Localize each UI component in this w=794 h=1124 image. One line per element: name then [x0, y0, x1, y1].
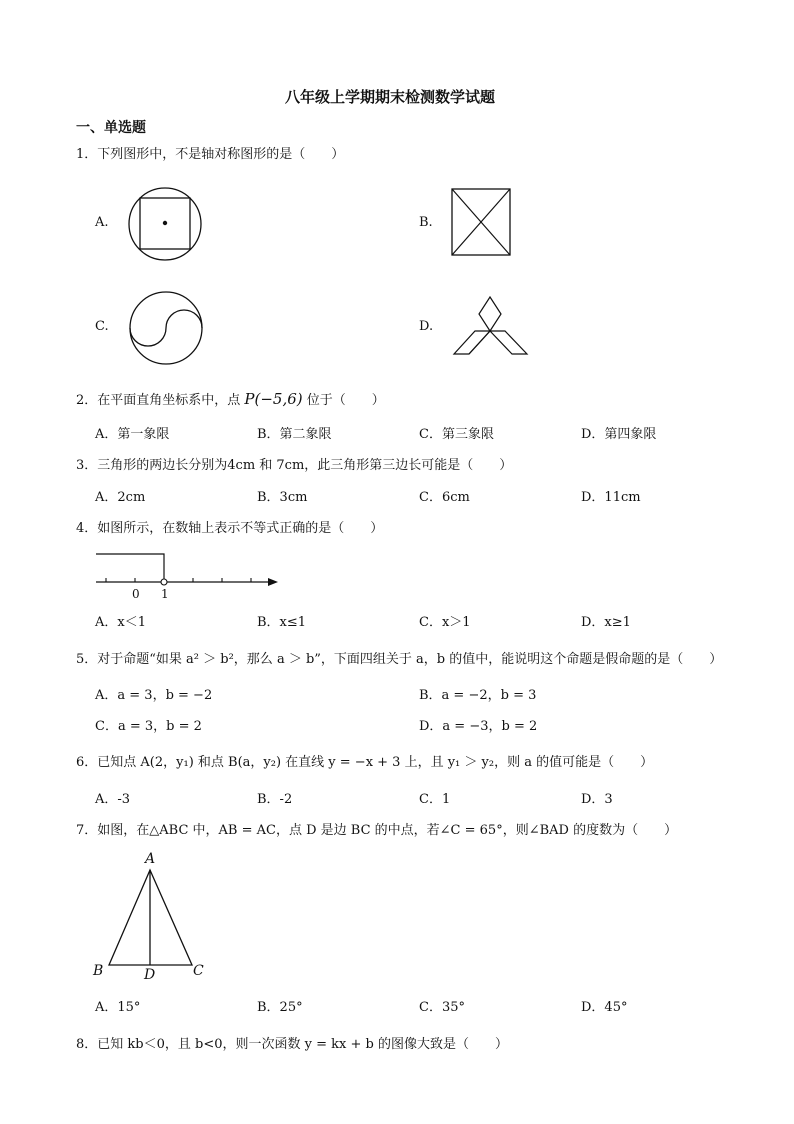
question-2-stem — [76, 392, 385, 407]
q2-stem-pre: 2．在平面直角坐标系中，点 — [76, 393, 241, 408]
q5-option-c: C．a = 3，b = 2 — [95, 719, 202, 734]
q7-vertex-d: D — [144, 967, 156, 983]
q1-figure-a-circle-square — [128, 187, 202, 261]
section-heading: 一、单选题 — [76, 120, 146, 136]
q2-option-b: B．第二象限 — [257, 427, 332, 442]
q7-option-a: A．15° — [95, 1000, 141, 1015]
q4-option-b: B．x≤1 — [257, 615, 307, 630]
q7-triangle-figure — [108, 869, 194, 967]
q4-axis-label-0: 0 — [132, 587, 140, 601]
q7-vertex-c: C — [193, 963, 204, 979]
q1-option-b-label: B. — [419, 215, 433, 230]
q7-option-c: C．35° — [419, 1000, 465, 1015]
q3-option-a: A．2cm — [95, 490, 146, 505]
q1-figure-c-yin-yang-curve — [128, 290, 204, 366]
q1-figure-d-three-rhombi — [453, 296, 531, 358]
q1-option-c-label: C. — [95, 319, 109, 334]
q1-option-a-label: A. — [95, 215, 109, 230]
page-title: 八年级上学期期末检测数学试题 — [285, 88, 496, 106]
q2-option-a: A．第一象限 — [95, 427, 170, 442]
q7-option-b: B．25° — [257, 1000, 303, 1015]
question-3-stem: 3．三角形的两边长分别为4cm 和 7cm，此三角形第三边长可能是（ ） — [76, 458, 513, 473]
q7-vertex-b: B — [93, 963, 104, 979]
q2-option-d: D．第四象限 — [581, 427, 657, 442]
q5-option-d: D．a = −3，b = 2 — [419, 719, 538, 734]
q7-vertex-a: A — [145, 851, 156, 867]
q4-axis-label-1: 1 — [161, 587, 169, 601]
q6-option-c: C．1 — [419, 792, 451, 807]
q3-option-d: D．11cm — [581, 490, 641, 505]
q3-option-b: B．3cm — [257, 490, 308, 505]
question-6-stem: 6．已知点 A(2，y₁) 和点 B(a，y₂) 在直线 y = −x + 3 上，且 y₁ ＞ y₂，则 a 的值可能是（ ） — [76, 755, 654, 770]
q5-option-a: A．a = 3，b = −2 — [95, 688, 213, 703]
q4-option-c: C．x＞1 — [419, 615, 471, 630]
q1-figure-b-rectangle-cross — [451, 188, 511, 256]
question-5-stem: 5．对于命题“如果 a² ＞ b²，那么 a ＞ b”，下面四组关于 a，b 的值中，能说明这个命题是假命题的是（ ） — [76, 652, 723, 667]
q5-option-b: B．a = −2，b = 3 — [419, 688, 537, 703]
q4-number-line — [94, 548, 279, 588]
question-8-stem: 8．已知 kb＜0，且 b<0，则一次函数 y = kx + b 的图像大致是（ ） — [76, 1037, 508, 1052]
q4-option-d: D．x≥1 — [581, 615, 631, 630]
q4-option-a: A．x＜1 — [95, 615, 146, 630]
q2-option-c: C．第三象限 — [419, 427, 494, 442]
q6-option-b: B．-2 — [257, 792, 293, 807]
question-7-stem: 7．如图，在△ABC 中，AB = AC，点 D 是边 BC 的中点，若∠C = 65°，则∠BAD 的度数为（ ） — [76, 823, 678, 838]
q6-option-a: A．-3 — [95, 792, 131, 807]
q1-option-d-label: D. — [419, 319, 434, 334]
question-1-stem: 1．下列图形中，不是轴对称图形的是（ ） — [76, 147, 345, 162]
question-4-stem: 4．如图所示，在数轴上表示不等式正确的是（ ） — [76, 521, 384, 536]
q7-option-d: D．45° — [581, 1000, 628, 1015]
q2-point: P(−5,6) — [244, 390, 303, 408]
q6-option-d: D．3 — [581, 792, 613, 807]
q3-option-c: C．6cm — [419, 490, 470, 505]
q2-stem-post: 位于（ ） — [306, 393, 385, 408]
